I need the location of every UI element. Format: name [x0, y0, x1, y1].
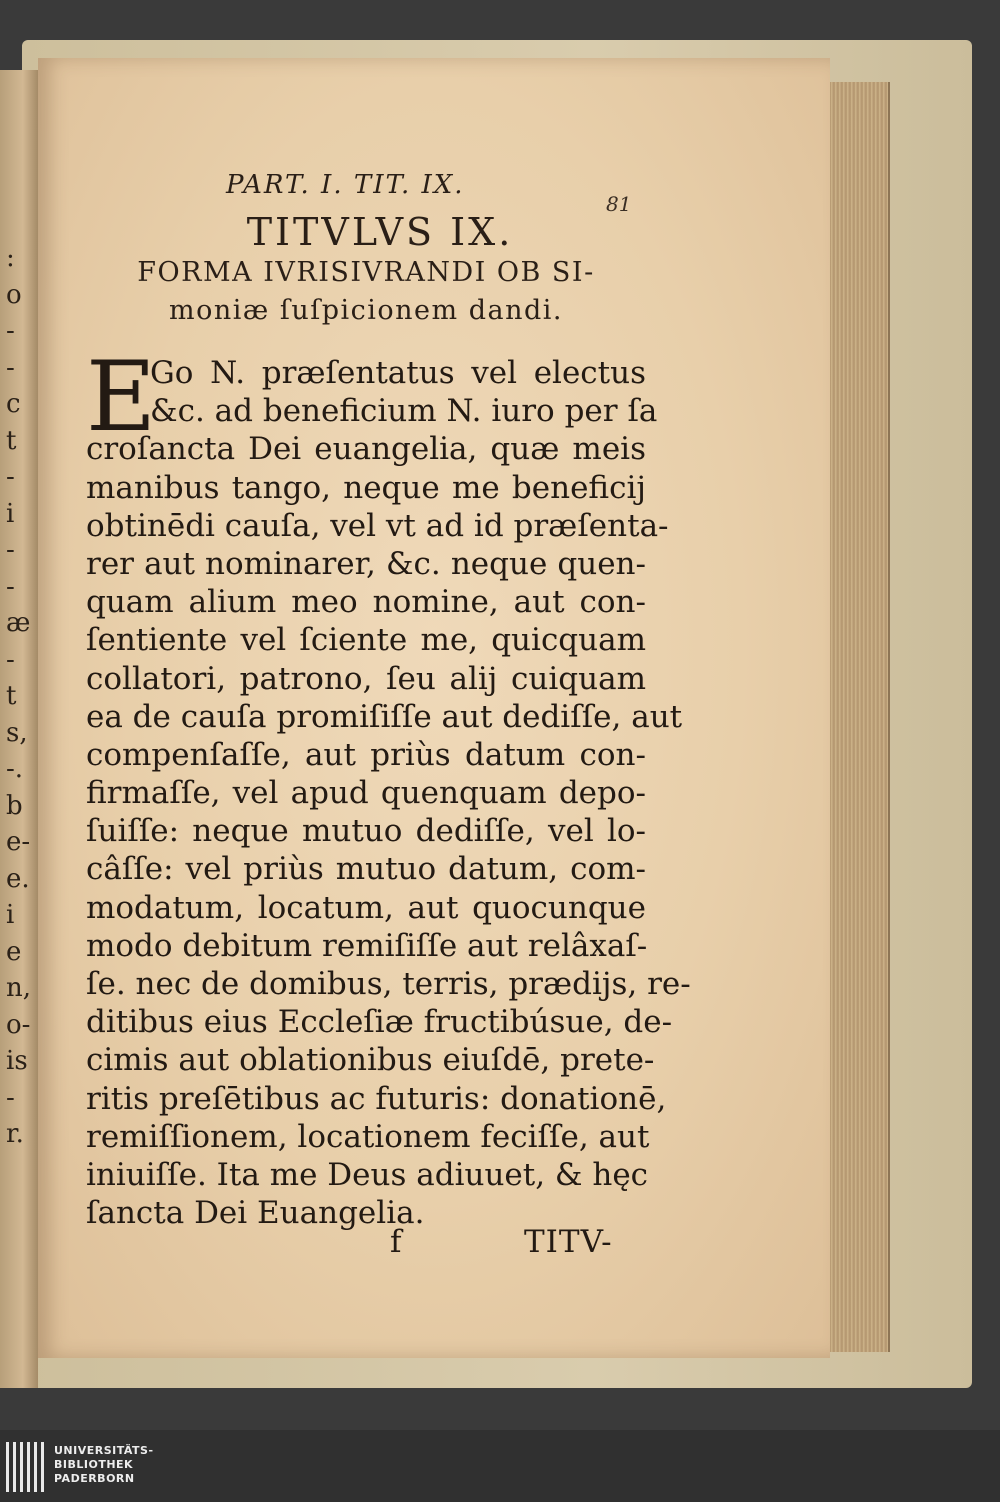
text-line: remiſſionem, locationem feciſſe, aut — [86, 1118, 650, 1155]
text-line: Go N. præſentatus vel electus — [150, 355, 646, 391]
oath-text — [86, 341, 691, 1232]
text-line: ſuiſſe: neque mutuo dediſſe, vel lo- — [86, 813, 646, 850]
text-line: ſe. nec de domibus, terris, prædijs, re- — [86, 966, 691, 1002]
margin-fragment: i — [6, 900, 15, 930]
text-line: ſancta Dei Euangelia. — [86, 1195, 425, 1232]
margin-fragment: - — [6, 571, 15, 602]
margin-fragment: s, — [6, 717, 28, 748]
left-page-edge — [0, 70, 38, 1388]
margin-fragment: o- — [6, 1009, 31, 1040]
margin-fragment: b — [6, 790, 23, 821]
folio-number: 81 — [606, 192, 632, 216]
text-line: ea de cauſa promiſiſſe aut dediſſe, aut — [86, 698, 683, 735]
text-line: manibus tango, neque me beneficij — [86, 469, 646, 506]
margin-fragment: n, — [6, 973, 32, 1003]
left-page-margin-text — [6, 240, 36, 1153]
margin-fragment: - — [6, 644, 15, 675]
text-line: cimis aut oblationibus eiuſdē, prete- — [86, 1042, 655, 1079]
margin-fragment: t — [6, 425, 17, 456]
catchword: TITV- — [524, 1224, 613, 1260]
margin-fragment: t — [6, 681, 17, 711]
library-logo-icon — [6, 1442, 50, 1492]
subtitle-line: FORMA IVRISIVRANDI OB SI- — [137, 257, 595, 288]
margin-fragment: e — [6, 936, 22, 967]
subtitle-line: moniæ ſuſpicionem dandi. — [169, 295, 563, 326]
margin-fragment: o — [6, 279, 22, 310]
text-line: iniuiſſe. Ita me Deus adiuuet, & hęc — [86, 1156, 649, 1193]
text-line: quam alium meo nomine, aut con- — [86, 584, 646, 621]
text-line: ditibus eius Eccleſiæ fructibúsue, de- — [86, 1004, 673, 1041]
library-logo — [0, 1440, 160, 1496]
text-line: câſſe: vel priùs mutuo datum, com- — [86, 851, 646, 888]
library-logo-text: UNIVERSITÄTS- BIBLIOTHEK PADERBORN — [54, 1444, 154, 1485]
margin-fragment: æ — [6, 608, 31, 638]
text-line: firmaſſe, vel apud quenquam depo- — [86, 775, 646, 812]
margin-fragment: r. — [6, 1119, 24, 1149]
text-line: collatori, patrono, ſeu alij cuiquam — [86, 660, 646, 697]
text-line: rer aut nominarer, &c. neque quen- — [86, 545, 646, 582]
text-line: ritis preſētibus ac futuris: donationē, — [86, 1080, 667, 1117]
text-line: modatum, locatum, aut quocunque — [86, 889, 646, 926]
margin-fragment: - — [6, 352, 15, 383]
page-edges — [828, 82, 890, 1352]
text-line: ſentiente vel ſciente me, quicquam — [86, 622, 646, 659]
margin-fragment: : — [6, 243, 15, 273]
margin-fragment: e- — [6, 827, 31, 857]
text-line: &c. ad beneficium N. iuro per ſa — [150, 393, 658, 430]
text-line: croſancta Dei euangelia, quæ meis — [86, 431, 646, 468]
signature-mark: f — [390, 1224, 402, 1260]
margin-fragment: -. — [6, 754, 24, 784]
margin-fragment: is — [6, 1046, 28, 1076]
margin-fragment: - — [6, 316, 15, 346]
text-line: modo debitum remiſiſſe aut relâxaſ- — [86, 927, 648, 964]
text-line: compenſaſſe, aut priùs datum con- — [86, 736, 646, 773]
margin-fragment: e. — [6, 863, 30, 894]
drop-cap: E — [86, 341, 157, 453]
margin-fragment: - — [6, 1082, 15, 1113]
chapter-title: TITVLVS IX. — [246, 210, 514, 254]
running-head: PART. I. TIT. IX. — [226, 170, 465, 200]
margin-fragment: - — [6, 535, 15, 565]
margin-fragment: c — [6, 389, 21, 419]
text-line: obtinēdi cauſa, vel vt ad id præſenta- — [86, 507, 669, 544]
chapter-subtitle — [86, 254, 646, 330]
margin-fragment: - — [6, 462, 15, 492]
margin-fragment: i — [6, 498, 15, 529]
